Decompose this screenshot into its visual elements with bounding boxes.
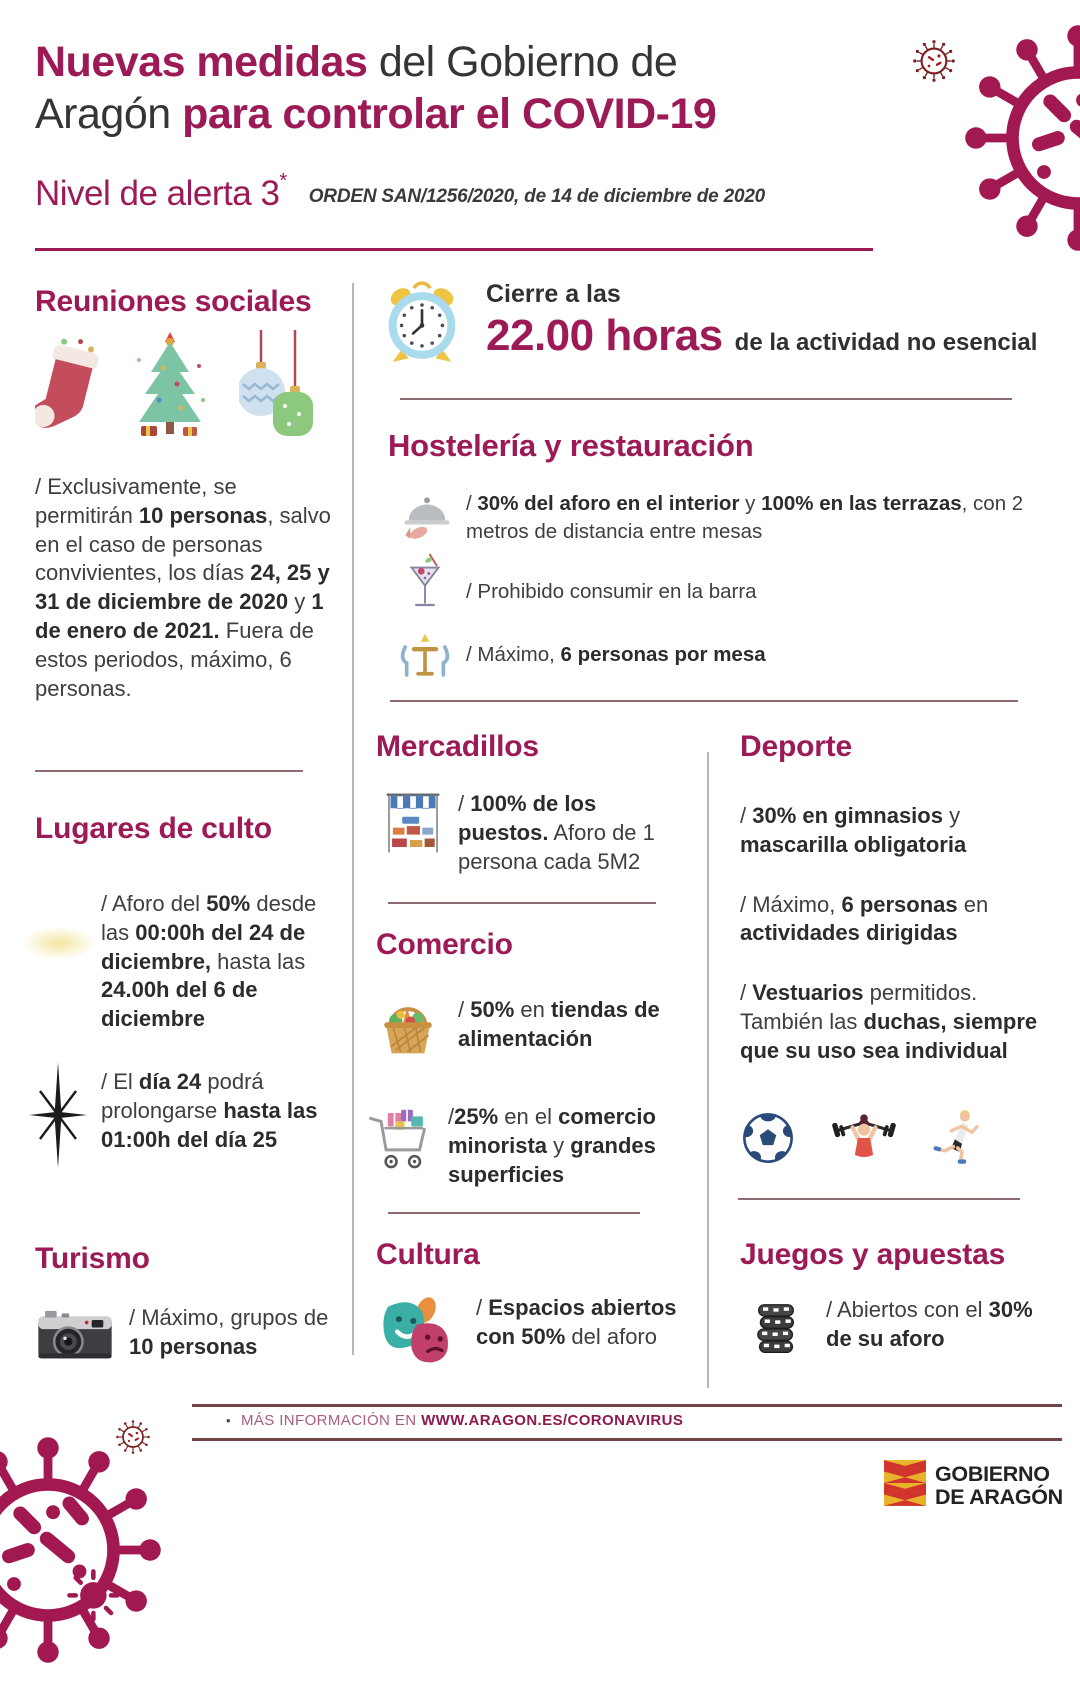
section-title: Juegos y apuestas: [740, 1238, 1006, 1271]
section-comercio: [376, 928, 688, 1189]
section-reuniones-sociales: [35, 285, 337, 704]
section-title: Turismo: [35, 1242, 150, 1275]
camera-icon: [35, 1304, 129, 1371]
christmas-tree-icon: [127, 330, 213, 447]
divider: [738, 1198, 1020, 1200]
large-virus-icon: [952, 12, 1080, 269]
section-lugares-de-culto: [35, 812, 340, 1173]
divider: [390, 700, 1018, 702]
serving-tray-icon: [388, 490, 466, 549]
soccer-ball-icon: [740, 1110, 796, 1171]
candle-glow-icon: [35, 890, 101, 960]
footer-divider-bottom: [192, 1438, 1062, 1441]
deporte-item-3: / Vestuarios permitidos. También las duchas, siempre que su uso sea individual: [740, 980, 1038, 1063]
deporte-item-2: / Máximo, 6 personas en actividades dirigidas: [740, 891, 989, 946]
hosteleria-item-3: / Máximo, 6 personas por mesa: [388, 632, 1036, 689]
order-reference: ORDEN SAN/1256/2020, de 14 de diciembre de 2020: [308, 186, 766, 207]
bullet: •: [226, 1413, 231, 1428]
market-stall-icon: [376, 790, 458, 861]
hosteleria-item-2: [388, 563, 1036, 622]
section-title: Lugares de culto: [35, 812, 272, 845]
section-hosteleria: [388, 428, 1036, 689]
divider: [388, 1212, 640, 1214]
divider: [35, 770, 303, 772]
alarm-clock-icon: [382, 276, 462, 371]
cultura-item: / Espacios abiertos con 50% del aforo: [376, 1294, 706, 1369]
section-title: Cultura: [376, 1238, 480, 1271]
comercio-item-1: / 50% en tiendas de alimentación: [376, 996, 688, 1065]
sport-icons-row: [740, 1106, 1038, 1175]
title-line-2: Aragón para controlar el COVID-19: [35, 90, 717, 139]
alert-asterisk: *: [279, 170, 287, 192]
column-divider: [352, 283, 354, 1355]
shopping-cart-icon: [366, 1103, 448, 1180]
section-title: Mercadillos: [376, 730, 539, 763]
section-mercadillos: [376, 730, 681, 876]
grocery-basket-icon: [376, 996, 458, 1065]
poker-chips-icon: [740, 1296, 826, 1367]
table-chairs-icon: [388, 632, 466, 689]
runner-icon: [932, 1106, 982, 1175]
section-title: Comercio: [376, 928, 513, 961]
deporte-item-1: / 30% en gimnasios y mascarilla obligatoria: [740, 803, 967, 857]
section-title: Deporte: [740, 730, 852, 763]
alert-level: Nivel de alerta 3*: [35, 170, 287, 213]
divider: [388, 902, 656, 904]
info-url: WWW.ARAGON.ES/CORONAVIRUS: [421, 1412, 684, 1429]
culto-item-1: / Aforo del 50% desde las 00:00h del 24 de diciembre, hasta las 24.00h del 6 de diciembre: [35, 890, 340, 1034]
section-deporte: [740, 730, 1038, 1175]
culto-item-2: / El día 24 podrá prolongarse hasta las 01:00h del día 25: [35, 1068, 340, 1173]
column-divider: [707, 752, 709, 1388]
gobierno-aragon-logo: [884, 1460, 1063, 1511]
mercadillos-item: / 100% de los puestos. Aforo de 1 persona cada 5M2: [376, 790, 681, 876]
reuniones-paragraph: / Exclusivamente, se permitirán 10 personas, salvo en el caso de personas convivientes, los días 24, 25 y 31 de diciembre de 2020 y 1 de enero de 2021. Fuera de estos periodos, máximo, 6 personas.: [35, 474, 331, 701]
section-turismo: [35, 1242, 350, 1371]
logo-line-1: GOBIERNO: [935, 1461, 1050, 1486]
small-virus-icon: [108, 1412, 158, 1467]
aragon-flag-icon: [884, 1460, 926, 1511]
info-prefix: MÁS INFORMACIÓN EN: [240, 1412, 417, 1429]
page-title: [35, 36, 895, 141]
section-title: Hostelería y restauración: [388, 428, 754, 463]
footer-info: [226, 1412, 683, 1429]
stocking-icon: [35, 338, 101, 447]
theater-masks-icon: [376, 1294, 476, 1369]
closure-time: 22.00 horas: [486, 311, 723, 360]
title-line-1: Nuevas medidas del Gobierno de: [35, 38, 678, 86]
sparkle-star-icon: [35, 1068, 101, 1173]
juegos-item: / Abiertos con el 30% de su aforo: [740, 1296, 1070, 1367]
closure-suffix: de la actividad no esencial: [734, 329, 1038, 356]
divider: [400, 398, 1012, 400]
christmas-icons-row: [35, 335, 337, 447]
hosteleria-item-1: / 30% del aforo en el interior y 100% en las terrazas, con 2 metros de distancia entre mesas: [388, 490, 1036, 549]
closure-prefix: Cierre a las: [486, 280, 621, 308]
weightlifter-icon: [832, 1107, 896, 1174]
alert-level-row: [35, 170, 765, 214]
section-title: Reuniones sociales: [35, 285, 312, 318]
cocktail-icon: [388, 551, 466, 622]
footer-divider-top: [192, 1404, 1062, 1407]
header-divider: [35, 248, 873, 251]
section-juegos: [740, 1238, 1070, 1367]
section-cultura: [376, 1238, 706, 1369]
comercio-item-2: /25% en el comercio minorista y grandes superficies: [376, 1103, 688, 1189]
closure-banner: [382, 276, 1037, 371]
ornaments-icon: [239, 330, 313, 447]
hosteleria-item-2-text: / Prohibido consumir en la barra: [466, 580, 757, 603]
logo-line-2: DE ARAGÓN: [935, 1484, 1063, 1509]
turismo-item: / Máximo, grupos de 10 personas: [35, 1304, 350, 1371]
